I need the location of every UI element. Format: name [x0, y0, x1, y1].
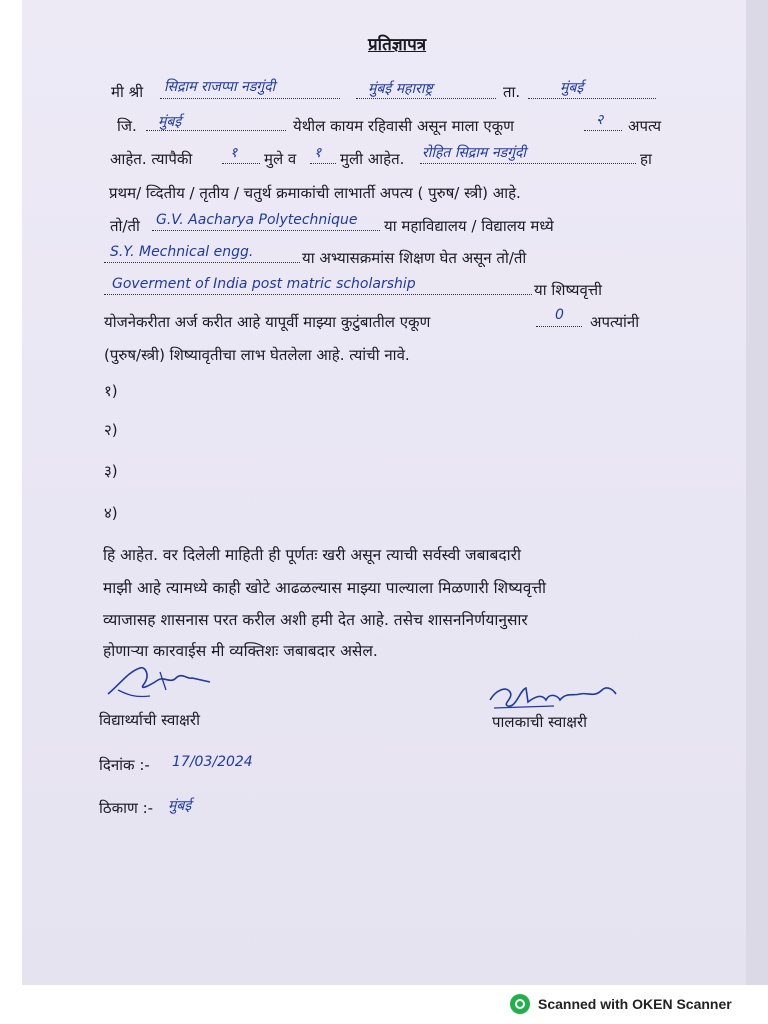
- student-signature-label: विद्यार्थ्याची स्वाक्षरी: [99, 711, 200, 729]
- parent-signature-label: पालकाची स्वाक्षरी: [492, 713, 587, 731]
- text-l3-a: आहेत. त्यापैकी: [110, 150, 193, 168]
- text-l4: प्रथम/ व्दितीय / तृतीय / चतुर्थ क्रमाकांची लाभार्ती अपत्य ( पुरुष/ स्त्री) आहे.: [109, 184, 521, 202]
- text-l7-b: या शिष्यवृत्ती: [534, 281, 603, 299]
- hand-name: सिद्राम राजप्पा नडगुंदी: [164, 79, 276, 95]
- blank-sons-line: [222, 163, 260, 164]
- declaration-line-1: हि आहेत. वर दिलेली माहिती ही पूर्णतः खरी असून त्याची सर्वस्वी जबाबदारी: [103, 546, 521, 564]
- hand-previous-beneficiaries: 0: [555, 307, 564, 323]
- blank-college-line: [152, 230, 380, 231]
- hand-place: मुंबई: [168, 798, 192, 814]
- text-l2-a: जि.: [117, 117, 137, 135]
- oken-scanner-icon: [510, 994, 530, 1014]
- text-l5-b: या महाविद्यालय / विद्यालय मध्ये: [384, 217, 554, 235]
- place-label: ठिकाण :-: [99, 799, 154, 817]
- blank-address-line: [356, 98, 496, 99]
- list-item-2: २): [104, 421, 118, 439]
- blank-name-line: [160, 98, 340, 99]
- text-l2-b: येथील कायम रहिवासी असून माला एकूण: [293, 117, 514, 135]
- text-l5-a: तो/ती: [110, 217, 140, 235]
- text-l8-b: अपत्यांनी: [590, 313, 640, 331]
- hand-sons: १: [230, 145, 238, 161]
- list-item-3: ३): [104, 462, 118, 480]
- text-l1-b: ता.: [503, 83, 521, 101]
- hand-taluka: मुंबई: [560, 80, 584, 96]
- hand-date: 17/03/2024: [172, 754, 253, 770]
- parent-signature: [484, 670, 624, 714]
- blank-taluka-line: [528, 98, 656, 99]
- hand-college: G.V. Aacharya Polytechnique: [156, 212, 358, 228]
- hand-course: S.Y. Mechnical engg.: [110, 244, 254, 260]
- document-title: प्रतिज्ञापत्र: [368, 35, 427, 55]
- blank-previous-line: [536, 326, 582, 327]
- hand-district: मुंबई: [158, 114, 182, 130]
- declaration-line-3: व्याजासह शासनास परत करील अशी हमी देत आहे. तसेच शासननिर्णयानुसार: [103, 611, 528, 629]
- student-signature: [100, 654, 220, 704]
- date-label: दिनांक :-: [99, 756, 150, 774]
- text-l6-b: या अभ्यासक्रमांस शिक्षण घेत असून तो/ती: [302, 249, 527, 267]
- hand-scholarship: Goverment of India post matric scholarship: [112, 276, 416, 292]
- text-l3-b: मुले व: [264, 150, 297, 168]
- hand-daughters: १: [314, 145, 322, 161]
- text-l9: (पुरुष/स्त्री) शिष्यावृतीचा लाभ घेतलेला आहे. त्यांची नावे.: [104, 346, 410, 364]
- declaration-line-4: होणाऱ्या कारवाईस मी व्यक्तिशः जबाबदार असेल.: [103, 642, 378, 660]
- blank-course-line: [104, 262, 300, 263]
- declaration-line-2: माझी आहे त्यामध्ये काही खोटे आढळल्यास माझ्या पाल्याला मिळणारी शिष्यवृत्ती: [103, 579, 547, 597]
- page-edge-shadow: [746, 0, 768, 985]
- text-l3-c: मुली आहेत.: [340, 150, 405, 168]
- text-l1-a: मी श्री: [111, 83, 144, 101]
- hand-address: मुंबई महाराष्ट्र: [368, 81, 433, 97]
- text-l2-c: अपत्य: [628, 117, 662, 135]
- list-item-1: १): [104, 382, 118, 400]
- paper-sheet: [22, 0, 750, 985]
- hand-total-children: २: [596, 112, 604, 128]
- text-l8-a: योजनेकरीता अर्ज करीत आहे यापूर्वी माझ्या कुटुंबातील एकूण: [104, 313, 431, 331]
- hand-beneficiary-name: रोहित सिद्राम नडगुंदी: [422, 145, 527, 161]
- blank-scholarship-line: [104, 294, 532, 295]
- blank-children-line: [584, 130, 622, 131]
- list-item-4: ४): [104, 504, 118, 522]
- text-l3-d: हा: [640, 150, 652, 168]
- blank-beneficiary-line: [420, 163, 636, 164]
- blank-daughters-line: [310, 163, 336, 164]
- scanner-watermark: [510, 990, 760, 1018]
- scanner-text: Scanned with OKEN Scanner: [538, 996, 732, 1012]
